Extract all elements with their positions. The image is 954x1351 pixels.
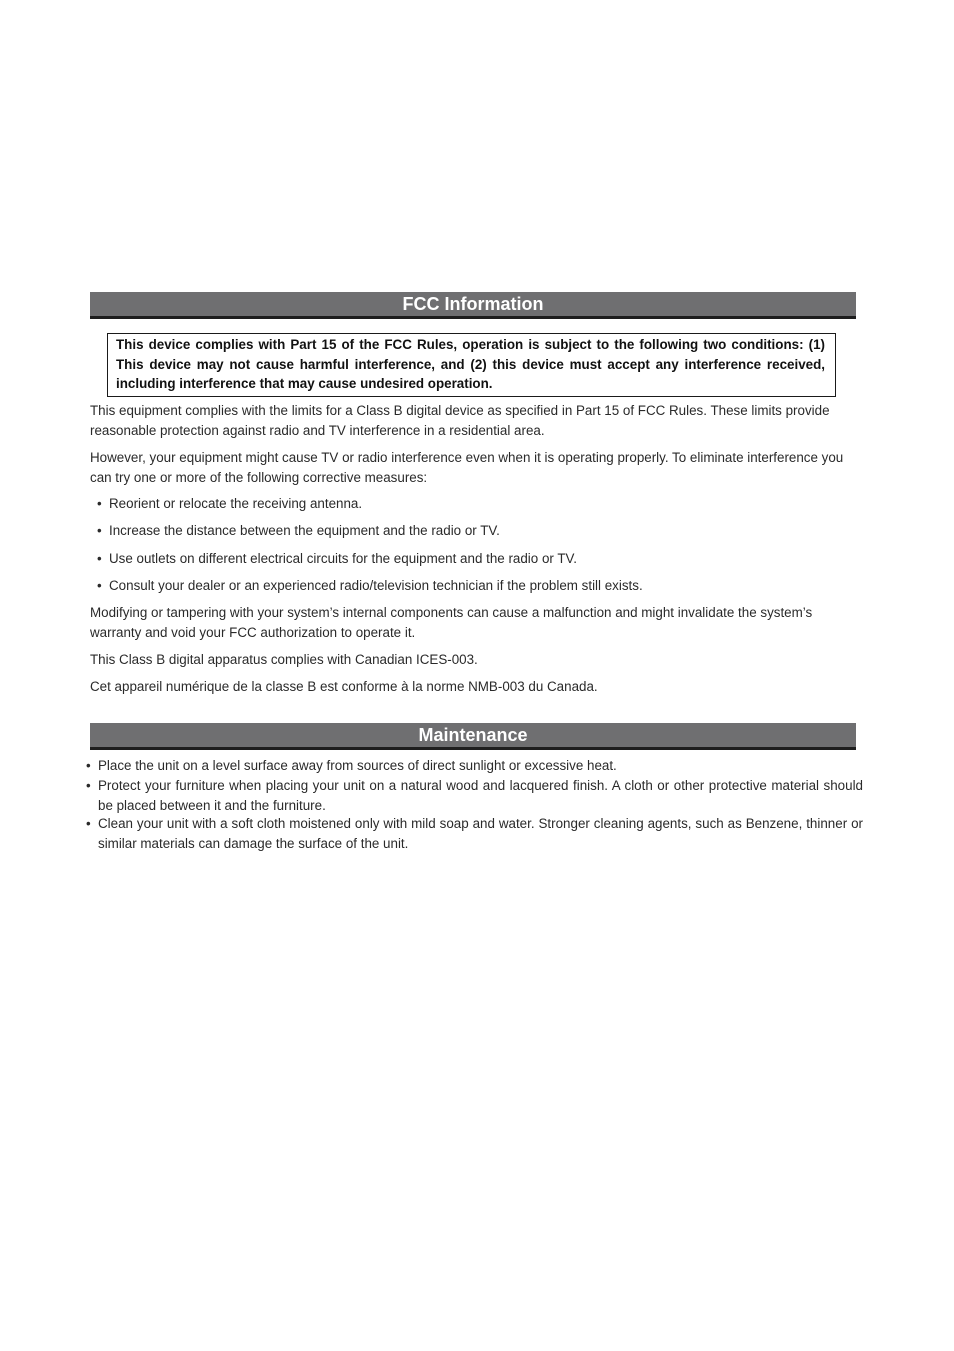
- bullet-icon: •: [97, 523, 102, 538]
- fcc-paragraph-class-b-limits: This equipment complies with the limits for a Class B digital device as specified in Part 15 of FCC Rules. These limits provide reasonable protection against radio and TV interference in a residential area.: [90, 403, 830, 438]
- list-item: [86, 756, 863, 776]
- list-item-text: Protect your furniture when placing your unit on a natural wood and lacquered finish. A cloth or other protective material should be placed between it and the furniture.: [98, 778, 863, 813]
- fcc-paragraph-tampering: Modifying or tampering with your system’s internal components can cause a malfunction and might invalidate the system’s warranty and void your FCC authorization to operate it.: [90, 605, 813, 640]
- list-item-text: Use outlets on different electrical circuits for the equipment and the radio or TV.: [109, 551, 577, 566]
- bullet-icon: •: [86, 778, 91, 793]
- fcc-section-header: [90, 292, 856, 319]
- list-item: [97, 494, 857, 514]
- maintenance-section-header: [90, 723, 856, 750]
- list-item-text: Place the unit on a level surface away from sources of direct sunlight or excessive heat.: [98, 758, 617, 773]
- list-item: [97, 576, 857, 596]
- fcc-compliance-notice: This device complies with Part 15 of the FCC Rules, operation is subject to the following two conditions: (1) This device may not cause harmful interference, and (2) this device must accept any interference received, including interference that may cause undesired operation.: [107, 333, 836, 397]
- bullet-icon: •: [86, 816, 91, 831]
- bullet-icon: •: [97, 496, 102, 511]
- list-item: [86, 776, 863, 815]
- maintenance-section-title: Maintenance: [418, 725, 528, 745]
- list-item: [97, 549, 857, 569]
- fcc-paragraph-canada-nmb: Cet appareil numérique de la classe B est conforme à la norme NMB-003 du Canada.: [90, 679, 598, 694]
- list-item-text: Clean your unit with a soft cloth moistened only with mild soap and water. Stronger cleaning agents, such as Benzene, thinner or similar materials can damage the surface of the unit.: [98, 816, 863, 851]
- fcc-paragraph-interference: However, your equipment might cause TV or radio interference even when it is operating properly. To eliminate interference you can try one or more of the following corrective measures:: [90, 450, 844, 485]
- fcc-paragraph-canada-ices: This Class B digital apparatus complies with Canadian ICES-003.: [90, 652, 478, 667]
- list-item: [97, 521, 857, 541]
- fcc-section-title: FCC Information: [402, 294, 544, 314]
- bullet-icon: •: [97, 551, 102, 566]
- bullet-icon: •: [97, 578, 102, 593]
- list-item: [86, 814, 863, 853]
- bullet-icon: •: [86, 758, 91, 773]
- list-item-text: Consult your dealer or an experienced radio/television technician if the problem still exists.: [109, 578, 643, 593]
- list-item-text: Increase the distance between the equipment and the radio or TV.: [109, 523, 500, 538]
- list-item-text: Reorient or relocate the receiving antenna.: [109, 496, 363, 511]
